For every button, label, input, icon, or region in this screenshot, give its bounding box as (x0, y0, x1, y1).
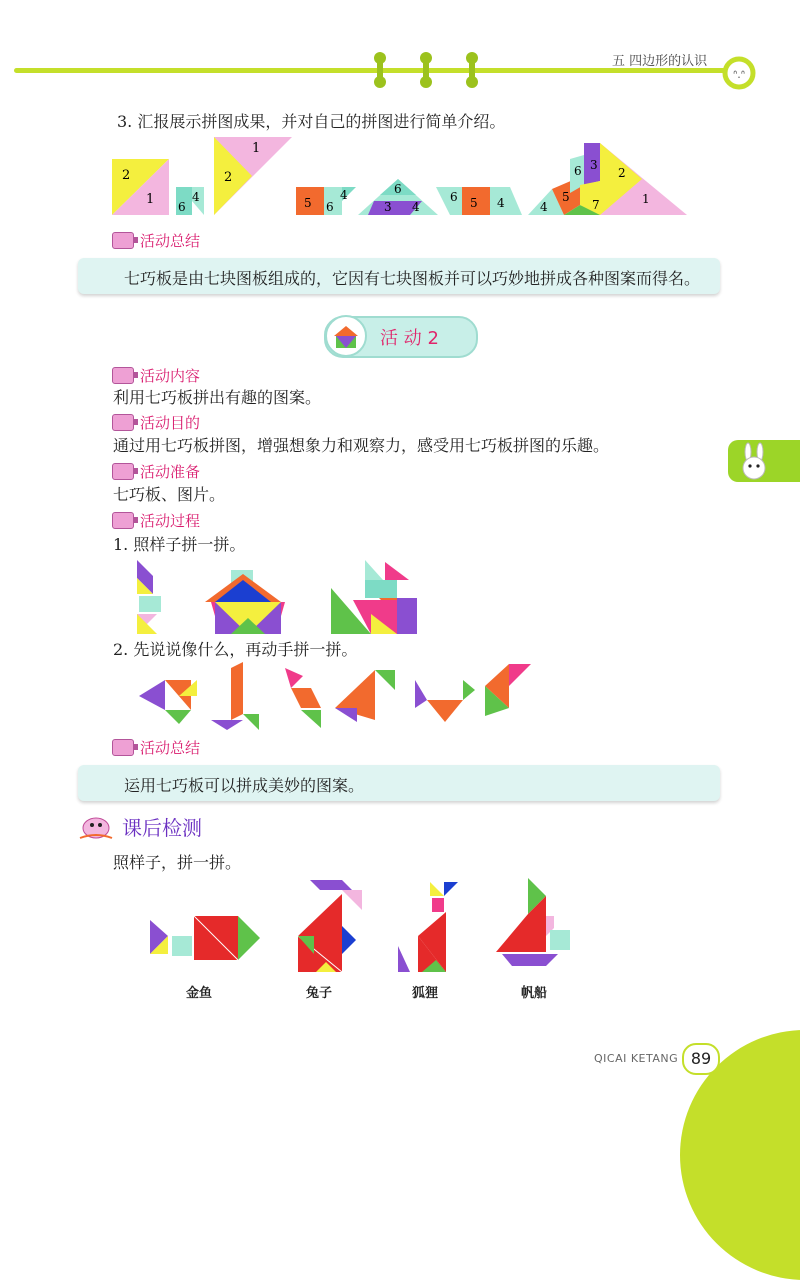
binder-pin (423, 56, 429, 84)
summary-label: 活动总结 (140, 232, 201, 250)
folder-icon (112, 232, 134, 249)
summary-box-2 (78, 765, 720, 801)
binder-pin (469, 56, 475, 84)
folder-icon (112, 512, 134, 529)
content-tag (112, 365, 200, 386)
process-label: 活动过程 (140, 512, 201, 530)
step-3-text: 3. 汇报展示拼图成果，并对自己的拼图进行简单介绍。 (117, 112, 506, 131)
house-tangram-icon (324, 314, 368, 358)
piece-label: 2 (618, 166, 626, 180)
piece-label: 2 (224, 170, 233, 185)
content-text: 利用七巧板拼出有趣的图案。 (113, 388, 322, 407)
piece-label: 5 (304, 196, 312, 210)
summary-tag-2 (112, 737, 200, 758)
tangram-examples-row (112, 135, 692, 217)
prep-tag (112, 461, 200, 482)
caption-boat: 帆船 (521, 986, 548, 1001)
chapter-title: 五 四边形的认识 (612, 54, 708, 69)
piece-label: 6 (394, 182, 402, 196)
piece-label: 6 (574, 164, 582, 178)
summary-box (78, 258, 720, 294)
binder-pin (377, 56, 383, 84)
piece-label: 6 (326, 200, 334, 214)
piece-label: 5 (562, 190, 570, 204)
folder-icon (112, 739, 134, 756)
piece-label: 3 (384, 200, 392, 214)
piece-label: 4 (340, 188, 348, 202)
caption-rabbit: 兔子 (306, 986, 333, 1001)
piece-label: 3 (590, 158, 598, 172)
summary-label-2: 活动总结 (140, 739, 201, 757)
piece-label: 2 (122, 168, 131, 183)
folder-icon (112, 463, 134, 480)
piece-label: 1 (252, 141, 261, 156)
summary-text: 七巧板是由七块图板组成的，它因有七块图板并可以巧妙地拼成各种图案而得名。 (124, 269, 701, 288)
activity-title: 活 动 2 (380, 328, 439, 349)
homework-title: 课后检测 (122, 816, 202, 840)
process-tag (112, 510, 200, 531)
content-label: 活动内容 (140, 367, 201, 385)
piece-label: 4 (540, 200, 548, 214)
homework-instruction: 照样子，拼一拼。 (113, 853, 242, 872)
folder-icon (112, 367, 134, 384)
goal-tag (112, 412, 200, 433)
tangram-samples (135, 558, 425, 636)
goal-label: 活动目的 (140, 414, 201, 432)
mascot-ring-icon (722, 56, 756, 90)
piece-label: 6 (450, 190, 458, 204)
piece-label: 1 (146, 192, 155, 207)
folder-icon (112, 414, 134, 431)
piece-label: 5 (470, 196, 478, 210)
tangram-homework (146, 876, 576, 976)
svg-text:ᐢ.ᐢ: ᐢ.ᐢ (732, 68, 746, 81)
prep-label: 活动准备 (140, 463, 201, 481)
step-1-text: 1. 照样子拼一拼。 (113, 535, 246, 554)
tangram-puzzles (135, 660, 535, 732)
piece-label: 4 (192, 190, 200, 204)
summary-tag (112, 230, 200, 251)
page-number: 89 (682, 1043, 720, 1075)
rabbit-icon (736, 442, 772, 482)
caption-fox: 狐狸 (412, 986, 439, 1001)
mascot-icon (76, 808, 116, 842)
piece-label: 7 (592, 198, 600, 212)
caption-goldfish: 金鱼 (186, 986, 213, 1001)
footer-brand: QICAI KETANG (594, 1052, 679, 1065)
piece-label: 4 (497, 196, 505, 210)
goal-text: 通过用七巧板拼图，增强想象力和观察力，感受用七巧板拼图的乐趣。 (113, 436, 610, 455)
piece-label: 6 (178, 200, 186, 214)
piece-label: 4 (412, 200, 420, 214)
piece-label: 1 (642, 192, 650, 206)
summary-text-2: 运用七巧板可以拼成美妙的图案。 (124, 776, 365, 795)
step-2-text: 2. 先说说像什么，再动手拼一拼。 (113, 640, 358, 659)
prep-text: 七巧板、图片。 (113, 485, 226, 504)
